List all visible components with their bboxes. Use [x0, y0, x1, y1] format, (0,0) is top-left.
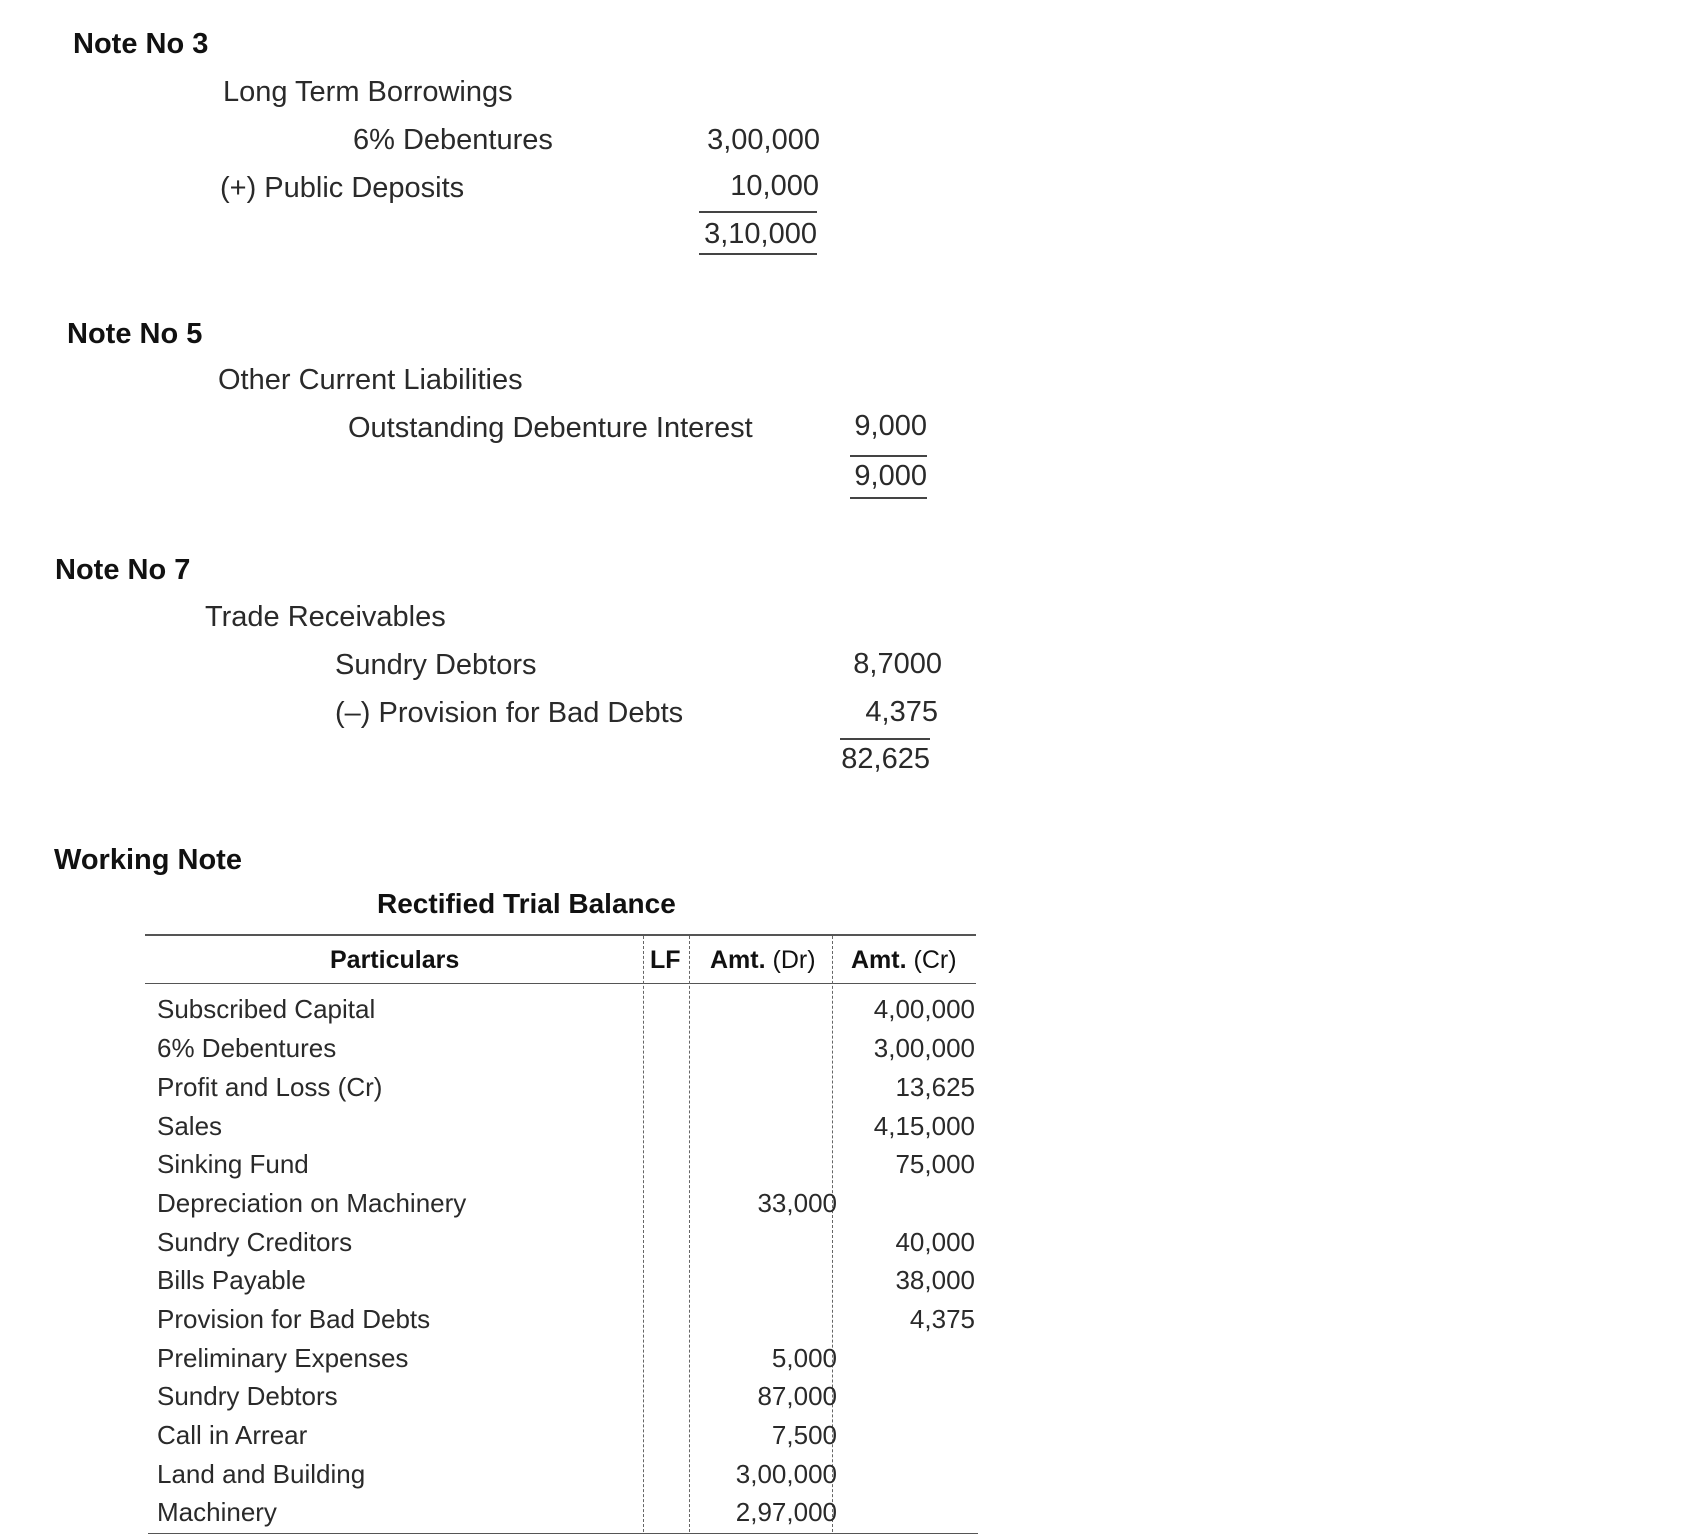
- table-row: [145, 1265, 985, 1304]
- row-amount-cr: 13,625: [895, 1072, 975, 1102]
- note-3-item-label: (+) Public Deposits: [220, 172, 465, 204]
- col-header-particulars: Particulars: [330, 946, 460, 974]
- table-row: [145, 1188, 985, 1227]
- table-top-rule: [145, 934, 976, 936]
- note-5-subheading: Other Current Liabilities: [218, 364, 523, 396]
- row-amount-dr: 3,00,000: [735, 1459, 837, 1489]
- note-7-subheading: Trade Receivables: [205, 601, 446, 633]
- row-particulars: Bills Payable: [157, 1265, 306, 1295]
- note-7-item-amount: 4,375: [865, 696, 938, 728]
- row-amount-cr: 4,375: [909, 1304, 975, 1334]
- row-particulars: 6% Debentures: [157, 1033, 337, 1063]
- row-particulars: Land and Building: [157, 1459, 366, 1489]
- table-row: [145, 1420, 985, 1459]
- row-amount-cr: 38,000: [895, 1265, 975, 1295]
- table-row: [145, 994, 985, 1033]
- row-particulars: Call in Arrear: [157, 1420, 308, 1450]
- row-amount-cr: 3,00,000: [873, 1033, 975, 1063]
- note-7-total: 82,625: [841, 743, 930, 775]
- note-7-item-label: Sundry Debtors: [335, 649, 537, 681]
- note-7-item-label: (–) Provision for Bad Debts: [335, 697, 684, 729]
- note-3-total-rule: [699, 211, 817, 213]
- col-header-amt-dr: [710, 946, 816, 975]
- row-amount-cr: 40,000: [895, 1227, 975, 1257]
- table-title: Rectified Trial Balance: [377, 888, 676, 919]
- note-3-heading: Note No 3: [73, 28, 209, 60]
- table-row: [145, 1111, 985, 1150]
- table-row: [145, 1304, 985, 1343]
- note-7-total-rule: [840, 738, 930, 740]
- col-header-lf: LF: [650, 946, 681, 974]
- col-header-amt-cr-suffix: (Cr): [913, 946, 957, 974]
- row-amount-cr: 4,15,000: [873, 1111, 975, 1141]
- table-row: [145, 1381, 985, 1420]
- table-header-rule: [145, 983, 976, 984]
- row-particulars: Depreciation on Machinery: [157, 1188, 467, 1218]
- working-note-heading: Working Note: [54, 844, 242, 876]
- row-particulars: Subscribed Capital: [157, 994, 376, 1024]
- note-3-item-label: 6% Debentures: [353, 124, 553, 156]
- row-particulars: Sundry Debtors: [157, 1381, 338, 1411]
- note-5-total: 9,000: [854, 460, 927, 492]
- note-3-item-amount: 3,00,000: [707, 124, 820, 156]
- note-3-subheading: Long Term Borrowings: [223, 76, 513, 108]
- note-5-heading: Note No 5: [67, 318, 203, 350]
- note-3-item-amount: 10,000: [730, 170, 819, 202]
- row-particulars: Profit and Loss (Cr): [157, 1072, 383, 1102]
- note-5-total-underline: [850, 497, 927, 499]
- table-row: [145, 1149, 985, 1188]
- col-header-amt-dr-suffix: (Dr): [772, 946, 816, 974]
- table-row: [145, 1459, 985, 1498]
- row-particulars: Sales: [157, 1111, 223, 1141]
- note-3-total-underline: [699, 253, 817, 255]
- row-particulars: Preliminary Expenses: [157, 1343, 409, 1373]
- col-header-amt-dr-main: Amt.: [710, 946, 766, 974]
- note-3-total: 3,10,000: [704, 218, 817, 250]
- note-5-total-rule: [850, 455, 927, 457]
- note-7-item-amount: 8,7000: [853, 648, 942, 680]
- row-amount-cr: 75,000: [895, 1149, 975, 1179]
- row-particulars: Machinery: [157, 1497, 277, 1527]
- row-amount-dr: 2,97,000: [735, 1497, 837, 1527]
- table-row: [145, 1227, 985, 1266]
- table-row: [145, 1497, 985, 1536]
- row-amount-dr: 7,500: [771, 1420, 837, 1450]
- row-particulars: Provision for Bad Debts: [157, 1304, 431, 1334]
- row-particulars: Sinking Fund: [157, 1149, 309, 1179]
- note-5-item-label: Outstanding Debenture Interest: [348, 412, 753, 444]
- row-amount-cr: 4,00,000: [873, 994, 975, 1024]
- table-row: [145, 1343, 985, 1382]
- row-amount-dr: 33,000: [757, 1188, 837, 1218]
- row-particulars: Sundry Creditors: [157, 1227, 353, 1257]
- row-amount-dr: 87,000: [757, 1381, 837, 1411]
- table-row: [145, 1072, 985, 1111]
- table-row: [145, 1033, 985, 1072]
- col-header-amt-cr-main: Amt.: [851, 946, 907, 974]
- note-5-item-amount: 9,000: [854, 410, 927, 442]
- row-amount-dr: 5,000: [771, 1343, 837, 1373]
- note-7-heading: Note No 7: [55, 554, 191, 586]
- col-header-amt-cr: [851, 946, 957, 975]
